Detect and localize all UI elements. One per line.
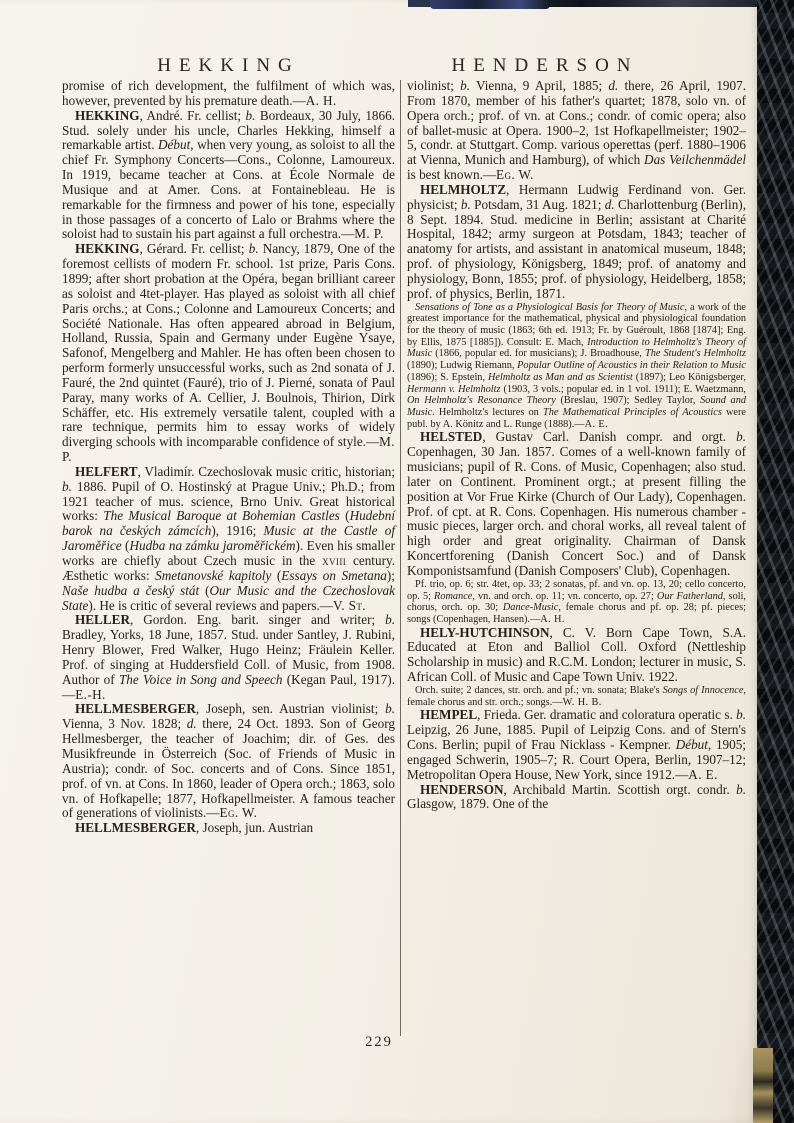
book-binding-band bbox=[757, 0, 794, 1123]
book-binding-tan-strip bbox=[753, 1048, 773, 1123]
running-head-left: HEKKING bbox=[157, 55, 300, 76]
entry-hely-hutchinson: HELY-HUTCHINSON, C. V. Born Cape Town, S.A. Educated at Eton and Balliol Coll. Oxford (Nettleship Scholarship in music) and R.C.M. London; lecturer in music, S. African Coll. of Music and Cape Town Univ. 1922. bbox=[407, 624, 746, 685]
entry-helsted-gustav: HELSTED, Gustav Carl. Danish compr. and orgt. b. Copenhagen, 30 Jan. 1857. Comes of a well-known family of musicians; pupil of R. Cons. of Music, Copenhagen; also stud. later on Continent. Prominent orgt.; at present filling the position at Vor Frue Kirke (Church of Our Lady), Copenhagen. Prof. of cpt. at R. Cons. Copenhagen. His numerous chamber - music pieces, larger orch. and choral works, all reveal talent of high order and great originality. Chairman of Dansk Koncertforening (Danish Concert Soc.) and of Dansk Komponistsamfund (Danish Composers' Club), Copenhagen. bbox=[407, 429, 746, 578]
entry-henderson-archibald: HENDERSON, Archibald Martin. Scottish orgt. condr. b. Glasgow, 1879. One of the bbox=[407, 781, 746, 812]
entry-hellmesberger-joseph-sen: HELLMESBERGER, Joseph, sen. Austrian violinist; b. Vienna, 3 Nov. 1828; d. there, 24 Oct. 1893. Son of Georg Hellmesberger, the teacher of Joachim; dir. of Ges. des Musikfreunde in Österreich (Soc. of Friends of Music in Austria); condr. of Soc. concerts and of Cons. Since 1851, prof. of vn. at Cons. In 1860, leader of Opera orch.; 1863, solo vn. of Hofkapelle; 1877, Hofkapellmeister. A famous teacher of generations of violinists.—Eg. W. bbox=[62, 701, 395, 821]
entry-helmholtz-hermann: HELMHOLTZ, Hermann Ludwig Ferdinand von. Ger. physicist; b. Potsdam, 31 Aug. 1821; d. Charlottenburg (Berlin), 8 Sept. 1894. Stud. medicine in Berlin; assistant at Charité Hospital, 1842; army surgeon at Potsdam, 1843; teacher of anatomy for artists, and assistant in anatomical museum, 1848; prof. of physiology, Königsberg, 1849; prof. of anatomy and physiology, Bonn, 1855; prof. of physiology, Heidelberg, 1858; prof. of physics, Berlin, 1871. bbox=[407, 181, 746, 301]
entry-helsted-works: Pf. trio, op. 6; str. 4tet, op. 33; 2 sonatas, pf. and vn. op. 13, 20; cello concerto, op. 5; Romance, vn. and orch. op. 11; vn. concerto, op. 27; Our Fatherland, soli, chorus, orch. op. 30; Dance-Music, female chorus and pf. op. 28; pf. pieces; songs (Copenhagen, Hansen).—A. H. bbox=[407, 578, 747, 625]
entry-hellmesberger-joseph-jun: HELLMESBERGER, Joseph, jun. Austrian bbox=[75, 820, 314, 836]
entry-hekking-gerard: HEKKING, Gérard. Fr. cellist; b. Nancy, 1879, One of the foremost cellists of modern Fr. school. 1st prize, Paris Cons. 1899; after short probation at the Opéra, began brilliant career as soloist and 4tet-player. Has played as soloist with all chief Paris orchs.; at Cons.; Colonne and Lamoureux Concerts; and Société Nationale. Has often appeared abroad in Belgium, Holland, Russia, Spain and Germany under Eugène Ysaye, Safonof, Mengelberg and Mahler. He has often been chosen to perform formerly unsuccessful works, such as 2nd sonata of J. Fauré, the 2nd quintet (Fauré), trio of J. Pierné, sonata of Paul Paray, many works of A. Cellier, J. Boulnois, Thirion, Dirk Schäffer, etc. His extremely versatile talent, coupled with a rare technique, permits him to essay works of widely diverging schools with incomparable confidence of style.—M. P. bbox=[62, 241, 395, 465]
entry-hekking-continuation: promise of rich development, the fulfilment of which was, however, prevented by his premature death.—A. H. bbox=[62, 78, 395, 108]
entry-hekking-andre: HEKKING, André. Fr. cellist; b. Bordeaux, 30 July, 1866. Stud. solely under his uncle, Charles Hekking, himself a remarkable artist. Début, when very young, as soloist to all the chief Fr. Symphony Concerts—Cons., Colonne, Lamoureux. In 1919, became teacher at Cons. at École Normale de Musique and at Amer. Cons. at Fontainebleau. He is remarkable for the firmness and power of his tone, especially in those passages of a concerto of Lalo or Brahms where the soloist had to sustain his part against a full orchestra.—M. P. bbox=[62, 107, 395, 242]
left-column bbox=[62, 79, 395, 836]
running-head-right: HENDERSON bbox=[451, 55, 639, 76]
entry-helfert-vladimir: HELFERT, Vladimír. Czechoslovak music critic, historian; b. 1886. Pupil of O. Hostinský at Prague Univ.; Ph.D.; from 1921 teacher of mus. science, Brno Univ. Great historical works: The Musical Baroque at Bohemian Castles (Hudební barok na českých zámcích), 1916; Music at the Castle of Jaroměřice (Hudba na zámku jaroměřickém). Even his smaller works are chiefly about Czech music in the xviii century. Æsthetic works: Smetanovské kapitoly (Essays on Smetana); Naše hudba a český stát (Our Music and the Czechoslovak State). He is critic of several reviews and papers.—V. St. bbox=[62, 463, 396, 613]
entry-hellmesberger-jun-continuation: violinist; b. Vienna, 9 April, 1885; d. there, 26 April, 1907. From 1870, member of his father's quartet; 1878, solo vn. of Opera orch.; prof. of vn. at Cons.; condr. of comic opera; also of ballet-music at Opera. 1900–2, 1st Hofkapellmeister; 1902–5, condr. at Stuttgart. Comp. various operettas (perf. 1880–1906 at Vienna, Munich and Hamburg), of which Das Veilchenmädel is best known.—Eg. W. bbox=[407, 78, 746, 183]
page-number: 229 bbox=[365, 1034, 393, 1050]
entry-helmholtz-bibliography: Sensations of Tone as a Physiological Basis for Theory of Music, a work of the greatest importance for the mathematical, physical and physiological foundation for the theory of music (1863; 6th ed. 1913; Fr. by Guéroult, 1868 [1874]; Eng. by Ellis, 1875 [1885]). Consult: E. Mach, Introduction to Helmholtz's Theory of Music (1866, popular ed. for musicians); J. Broadhouse, The Student's Helmholtz (1890); Ludwig Riemann, Popular Outline of Acoustics in their Relation to Music (1896); S. Epstein, Helmholtz as Man and as Scientist (1897); Leo Königsberger, Hermann v. Helmholtz (1903, 3 vols.; popular ed. in 1 vol. 1911); E. Waetzmann, On Helmholtz's Resonance Theory (Breslau, 1907); Sedley Taylor, Sound and Music. Helmholtz's lectures on The Mathematical Principles of Acoustics were publ. by A. Könitz and L. Runge (1888).—A. E. bbox=[407, 301, 747, 430]
entry-hely-hutchinson-works: Orch. suite; 2 dances, str. orch. and pf.; vn. sonata; Blake's Songs of Innocence, female chorus and str. orch.; songs.—W. H. B. bbox=[407, 685, 746, 708]
entry-heller-gordon: HELLER, Gordon. Eng. barit. singer and writer; b. Bradley, Yorks, 18 June, 1857. Stud. under Santley, J. Rubini, Henry Blower, Fred Walker, Hugo Heinz; Fräulein Keller. Prof. of singing at Huddersfield Coll. of Music, from 1908. Author of The Voice in Song and Speech (Kegan Paul, 1917).—E.-H. bbox=[62, 612, 395, 702]
column-divider-rule bbox=[400, 80, 401, 1036]
book-edge-top-blue-mark bbox=[430, 0, 550, 9]
entry-hempel-frieda: HEMPEL, Frieda. Ger. dramatic and coloratura operatic s. b. Leipzig, 26 June, 1885. Pupil of Leipzig Cons. and of Stern's Cons. Berlin; pupil of Frau Nicklass - Kempner. Début, 1905; engaged Schwerin, 1905–7; R. Court Opera, Berlin, 1907–12; Metropolitan Opera House, New York, since 1912.—A. E. bbox=[407, 707, 746, 782]
right-column bbox=[407, 79, 746, 812]
